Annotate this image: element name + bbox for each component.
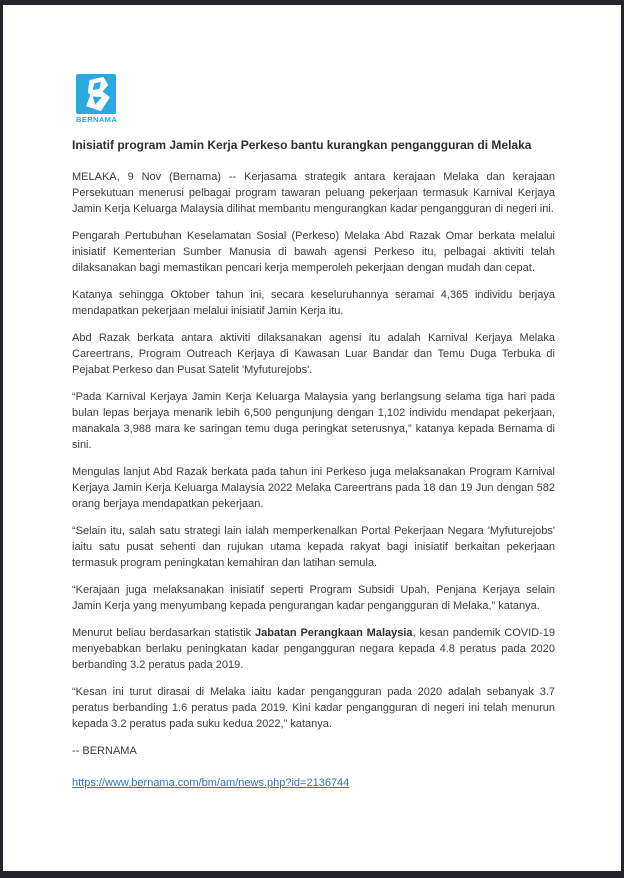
article-paragraph-2: Pengarah Pertubuhan Keselamatan Sosial (Perkeso) Melaka Abd Razak Omar berkata melalui inisiatif Kementerian Sumber Manusia di bawah agensi Perkeso itu, pelbagai aktiviti telah dilaksanakan bagi memastikan pencari kerja memperoleh pekerjaan dengan mudah dan cepat. — [72, 230, 555, 274]
article-paragraph-1: MELAKA, 9 Nov (Bernama) -- Kerjasama strategik antara kerajaan Melaka dan kerajaan Persekutuan menerusi pelbagai program tawaran peluang pekerjaan termasuk Karnival Kerjaya Jamin Kerja Keluarga Malaysia dilihat membantu mengurangkan kadar pengangguran di negeri ini. — [72, 171, 555, 215]
bernama-logo — [76, 74, 120, 124]
stats-text-after: , kesan pandemik COVID-19 menyebabkan berlaku peningkatan kadar pengangguran negara kepada 4.8 peratus pada 2020 berbanding 3.2 peratus pada 2019. — [72, 627, 556, 671]
article-paragraph-7: “Selain itu, salah satu strategi lain ialah memperkenalkan Portal Pekerjaan Negara 'Myfuturejobs' iaitu satu pusat sehenti dan rujukan utama kepada rakyat bagi inisiatif berkaitan pekerjaan termasuk program peningkatan kemahiran dan latihan semula. — [72, 525, 555, 569]
bernama-wordmark: BERNAMA — [76, 115, 118, 124]
article-paragraph-8: “Kerajaan juga melaksanakan inisiatif seperti Program Subsidi Upah, Penjana Kerjaya selain Jamin Kerja yang menyumbang kepada pengurangan kadar pengangguran di Melaka,” katanya. — [72, 584, 555, 612]
article-title: Inisiatif program Jamin Kerja Perkeso bantu kurangkan pengangguran di Melaka — [72, 138, 532, 152]
bernama-b-glyph — [79, 76, 113, 112]
article-paragraph-statistics — [72, 625, 555, 673]
article-paragraph-4: Abd Razak berkata antara aktiviti dilaksanakan agensi itu adalah Karnival Kerjaya Melaka Careertrans, Program Outreach Kerjaya di Kawasan Luar Bandar dan Temu Duga Terbuka di Pejabat Perkeso dan Pusat Satelit 'Myfuturejobs'. — [72, 332, 555, 376]
article-link[interactable]: https://www.bernama.com/bm/am/news.php?id=2136744 — [72, 777, 350, 789]
article-paragraph-5: “Pada Karnival Kerjaya Jamin Kerja Keluarga Malaysia yang berlangsung selama tiga hari pada bulan lepas berjaya menarik lebih 6,500 pengunjung dengan 1,102 individu mendapat pekerjaan, manakala 3,988 mara ke saringan temu duga peringkat seterusnya,” katanya kepada Bernama di sini. — [72, 391, 555, 451]
article-paragraph-3: Katanya sehingga Oktober tahun ini, secara keseluruhannya seramai 4,365 individu berjaya mendapatkan pekerjaan melalui inisiatif Jamin Kerja itu. — [72, 289, 555, 317]
bernama-logo-icon — [76, 74, 116, 114]
stats-text-bold: Jabatan Perangkaan Malaysia — [255, 627, 413, 639]
article-paragraph-6: Mengulas lanjut Abd Razak berkata pada tahun ini Perkeso juga melaksanakan Program Karnival Kerjaya Jamin Kerja Keluarga Malaysia 2022 Melaka Careertrans pada 18 dan 19 Jun dengan 582 orang berjaya mendapatkan pekerjaan. — [72, 466, 555, 510]
article-content — [3, 5, 621, 791]
sign-off: -- BERNAMA — [72, 745, 137, 757]
article-paragraph-closing: “Kesan ini turut dirasai di Melaka iaitu kadar pengangguran pada 2020 adalah sebanyak 3.7 peratus berbanding 1.6 peratus pada 2019. Kini kadar pengangguran di negeri ini telah menurun kepada 3.2 peratus pada suku kedua 2022,” katanya. — [72, 686, 555, 730]
stats-text-before: Menurut beliau berdasarkan statistik — [72, 627, 256, 639]
